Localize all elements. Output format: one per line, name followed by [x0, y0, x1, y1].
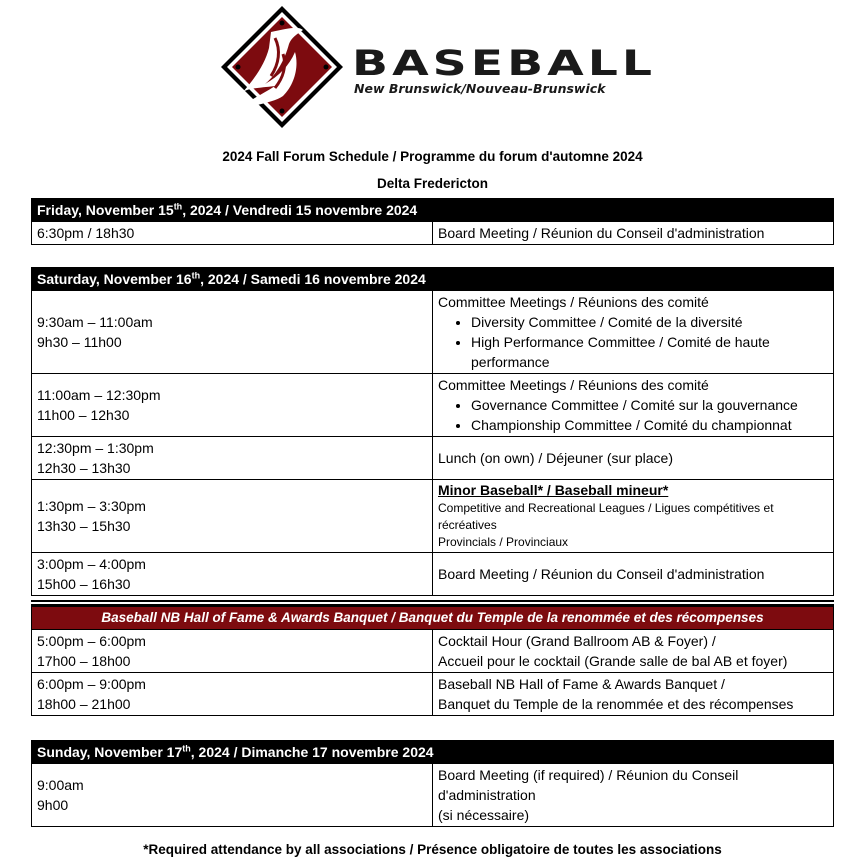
day-label-rest: , 2024 / Dimanche 17 novembre 2024	[190, 744, 434, 760]
time-fr: 9h00	[37, 797, 69, 813]
time-fr: 12h30 – 13h30	[37, 460, 131, 476]
time-cell	[32, 480, 433, 553]
description-cell	[433, 673, 834, 716]
desc-title: Committee Meetings / Réunions des comité	[438, 377, 709, 393]
time-cell	[32, 374, 433, 437]
desc-en: Board Meeting (if required) / Réunion du Conseil d'administration	[438, 767, 739, 803]
spacer	[0, 716, 865, 740]
logo-subtitle: New Brunswick/Nouveau-Brunswick	[354, 81, 606, 96]
committee-list	[438, 312, 828, 372]
divider	[31, 600, 834, 602]
day-label: Friday, November 15	[37, 202, 174, 218]
time-cell	[32, 764, 433, 827]
description-cell	[433, 764, 834, 827]
day-suffix-sup: th	[182, 743, 191, 754]
time-cell	[32, 630, 433, 673]
description-cell	[433, 480, 834, 553]
minor-baseball-title: Minor Baseball* / Baseball mineur*	[438, 482, 669, 498]
time-en: 5:00pm – 6:00pm	[37, 633, 146, 649]
desc-fr: (si nécessaire)	[438, 807, 530, 823]
banquet-header	[32, 607, 834, 630]
table-row	[32, 480, 834, 553]
desc-title: Committee Meetings / Réunions des comité	[438, 294, 709, 310]
time-en: 3:00pm – 4:00pm	[37, 556, 146, 572]
banquet-table	[31, 606, 834, 716]
desc-line: Competitive and Recreational Leagues / Ligues compétitives et récréatives	[438, 501, 774, 532]
time-cell	[32, 673, 433, 716]
time-fr: 15h00 – 16h30	[37, 576, 131, 592]
time-fr: 13h30 – 15h30	[37, 518, 131, 534]
baseball-diamond-ship-icon	[219, 4, 345, 130]
list-item: • Diversity Committee / Comité de la diversité	[471, 312, 828, 332]
description-cell	[433, 374, 834, 437]
day-suffix-sup: th	[173, 201, 183, 212]
table-row	[32, 291, 834, 374]
table-row	[32, 553, 834, 596]
baseball-nb-logo	[215, 0, 657, 132]
description-cell: Lunch (on own) / Déjeuner (sur place)	[433, 437, 834, 480]
description-cell	[433, 630, 834, 673]
logo-wordmark: BASEBALL	[352, 44, 657, 84]
day-header-cell	[32, 741, 834, 764]
description-cell: Board Meeting / Réunion du Conseil d'administration	[433, 553, 834, 596]
footnote: *Required attendance by all associations / Présence obligatoire de toutes les associations	[143, 842, 722, 857]
table-row	[32, 764, 834, 827]
day-label: Saturday, November 16	[37, 271, 192, 287]
time-fr: 18h00 – 21h00	[37, 696, 131, 712]
time-fr: 9h30 – 11h00	[37, 334, 122, 350]
day-header-friday	[32, 199, 834, 222]
committee-list	[438, 395, 828, 435]
spacer	[0, 245, 865, 267]
table-row	[32, 673, 834, 716]
table-row	[32, 437, 834, 480]
day-suffix-sup: th	[191, 270, 201, 281]
day-header-cell	[32, 268, 834, 291]
time-cell	[32, 291, 433, 374]
list-item: • Governance Committee / Comité sur la gouvernance	[471, 395, 828, 415]
day-header-sunday	[32, 741, 834, 764]
desc-line: Provincials / Provinciaux	[438, 535, 569, 549]
banquet-header-label: Baseball NB Hall of Fame & Awards Banquet / Banquet du Temple de la renommée et des récompenses	[32, 607, 834, 630]
time-en: 12:30pm – 1:30pm	[37, 440, 154, 456]
time-cell	[32, 437, 433, 480]
table-row	[32, 374, 834, 437]
day-label-rest: , 2024 / Vendredi 15 novembre 2024	[182, 202, 418, 218]
description-cell	[433, 291, 834, 374]
friday-table	[31, 198, 834, 245]
time-en: 9:30am – 11:00am	[37, 314, 153, 330]
day-label-rest: , 2024 / Samedi 16 novembre 2024	[200, 271, 426, 287]
time-fr: 11h00 – 12h30	[37, 407, 130, 423]
time-en: 11:00am – 12:30pm	[37, 387, 161, 403]
day-header-saturday	[32, 268, 834, 291]
desc-fr: Banquet du Temple de la renommée et des récompenses	[438, 696, 794, 712]
desc-en: Baseball NB Hall of Fame & Awards Banquet /	[438, 676, 725, 692]
time-en: 1:30pm – 3:30pm	[37, 498, 146, 514]
venue: Delta Fredericton	[376, 176, 489, 191]
day-header-cell	[32, 199, 834, 222]
page-title: 2024 Fall Forum Schedule / Programme du forum d'automne 2024	[222, 149, 643, 164]
table-row	[32, 630, 834, 673]
table-row	[32, 222, 834, 245]
desc-en: Cocktail Hour (Grand Ballroom AB & Foyer) /	[438, 633, 716, 649]
time-cell: 6:30pm / 18h30	[32, 222, 433, 245]
time-en: 6:00pm – 9:00pm	[37, 676, 146, 692]
time-cell	[32, 553, 433, 596]
description-cell: Board Meeting / Réunion du Conseil d'administration	[433, 222, 834, 245]
desc-fr: Accueil pour le cocktail (Grande salle de bal AB et foyer)	[438, 653, 788, 669]
time-en: 9:00am	[37, 777, 84, 793]
list-item: • High Performance Committee / Comité de haute performance	[471, 332, 828, 372]
list-item: • Championship Committee / Comité du championnat	[471, 415, 828, 435]
saturday-table	[31, 267, 834, 596]
time-fr: 17h00 – 18h00	[37, 653, 131, 669]
day-label: Sunday, November 17	[37, 744, 183, 760]
